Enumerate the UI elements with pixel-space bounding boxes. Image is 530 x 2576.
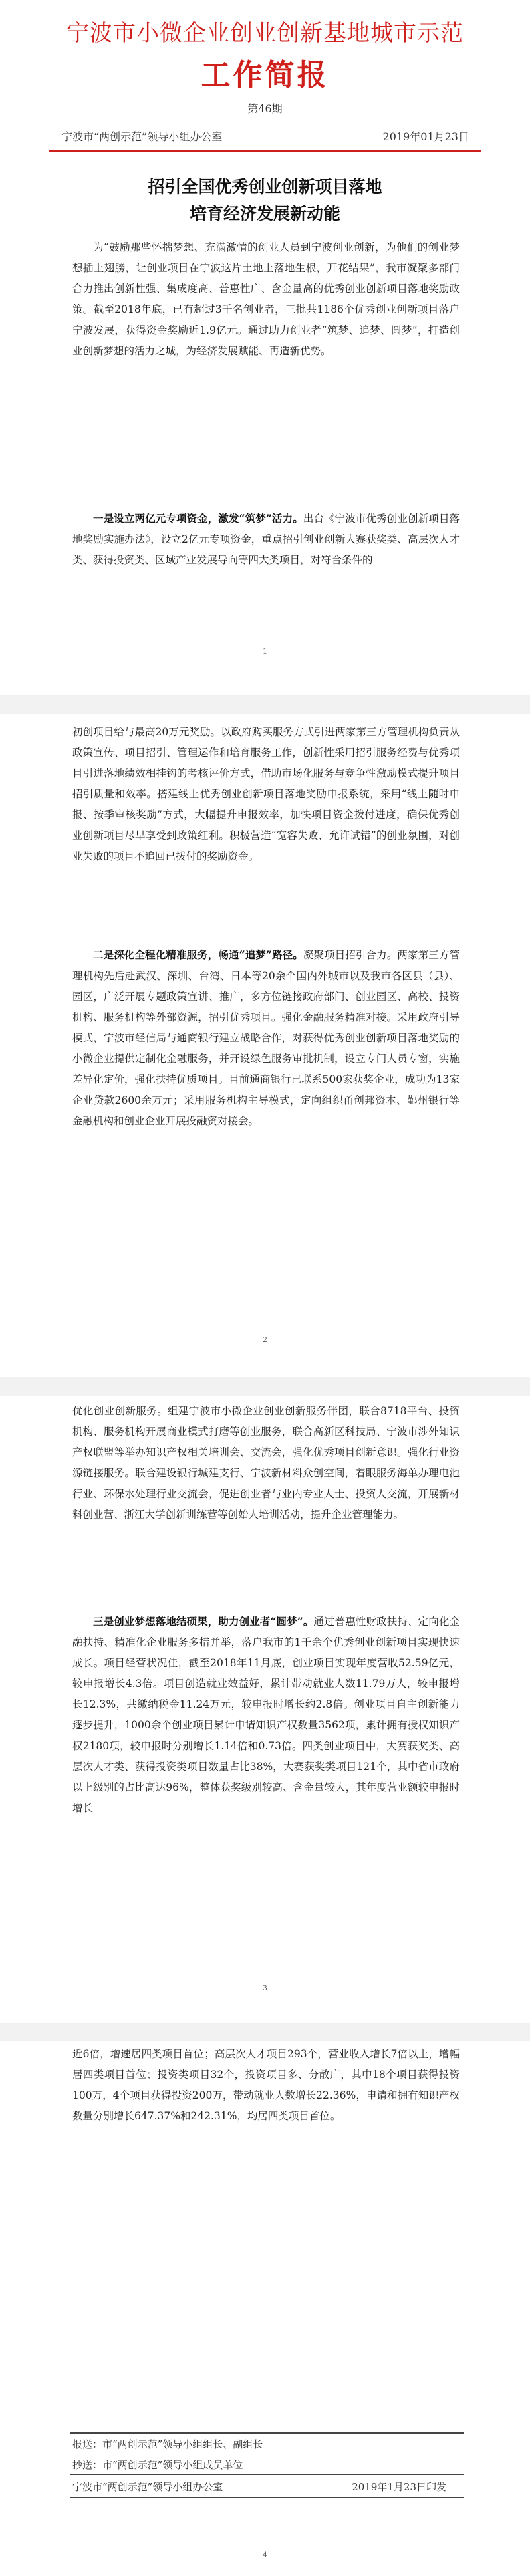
- section-1-text-part2: 初创项目给与最高20万元奖励。以政府购买服务方式引进两家第三方管理机构负责从政策宣传、项目招引、管理运作和培育服务工作，创新性采用招引服务经费与优秀项目引进落地绩效相挂钩的考核评价方式，借助市场化服务与竞争性激励模式提升项目招引质量和效率。搭建线上优秀创业创新项目落地奖励申报系统，采用“线上随时申报、按季审核奖励”方式，大幅提升申报效率，加快项目资金拨付进度，确保优秀创业创新项目尽早享受到政策红利。积极营造“宽容失败、允许试错”的创业氛围，对创业失败的项目不追回已拨付的奖励资金。: [72, 726, 460, 862]
- bulletin-masthead-line1: 宁波市小微企业创业创新基地城市示范: [66, 20, 464, 47]
- report-to: 报送：市“两创示范”领导小组组长、副组长: [72, 2438, 263, 2450]
- issue-number: 第46期: [247, 102, 283, 115]
- section-3-lead: 三是创业梦想落地结硕果，助力创业者“圆梦”。: [93, 1615, 314, 1628]
- bulletin-masthead-title: 工作简报: [201, 58, 329, 92]
- masthead-red-rule: [49, 150, 481, 152]
- footer-rule-top: [70, 2432, 464, 2434]
- page-3: [0, 1396, 530, 2023]
- copy-to: 抄送：市“两创示范”领导小组成员单位: [72, 2459, 243, 2471]
- section-1-lead: 一是设立两亿元专项资金，激发“筑梦”活力。: [93, 512, 303, 525]
- article-intro-paragraph: 为“鼓励那些怀揣梦想、充满激情的创业人员到宁波创业创新，为他们的创业梦想插上翅膀，让创业项目在宁波这片土地上落地生根，开花结果”，我市凝聚多部门合力推出创新性强、集成度高、普惠性广、含金量高的优秀创业创新项目落地奖励政策。截至2018年底，已有超过3千名创业者，三批共1186个优秀创业创新项目落户宁波发展，获得资金奖励近1.9亿元。通过助力创业者“筑梦、追梦、圆梦”，打造创业创新梦想的活力之城，为经济发展赋能、再造新优势。: [72, 241, 460, 357]
- issue-date: 2019年01月23日: [382, 130, 469, 143]
- section-2-text-part2: 优化创业创新服务。组建宁波市小微企业创业创新服务伴团，联合8718平台、投资机构、服务机构开展商业模式打磨等创业服务，联合高新区科技局、宁波市涉外知识产权联盟等举办知识产权相关培训会、交流会，强化优秀项目创新意识。强化行业资源链接服务。联合建设银行城建支行、宁波新材料众创空间，着眼服务海单办理电池行业、环保水处理行业交流会，促进创业者与业内专业人士、投资人交流，开展新材料创业营、浙江大学创新训练营等创始人培训活动，提升企业管理能力。: [72, 1405, 460, 1521]
- section-3-text-part2: 近6倍，增速居四类项目首位；高层次人才项目293个，营业收入增长7倍以上，增幅居四类项目首位；投资类项目32个，投资项目多、分散广，其中18个项目获得投资100万，4个项目获得投资200万，带动就业人数增长22.36%，申请和拥有知识产权数量分别增长647.37%和242.31%，均居四类项目首位。: [72, 2048, 460, 2122]
- section-2-text-part1: 凝聚项目招引合力。两家第三方管理机构先后赴武汉、深圳、台湾、日本等20余个国内外城市以及我市各区县（县）、园区，广泛开展专题政策宣讲、推广，多方位链接政府部门、创业园区、高校、投资机构、服务机构等外部资源，招引优秀项目。强化金融服务精准对接。采用政府引导模式，宁波市经信局与通商银行建立战略合作，对获得优秀创业创新项目落地奖励的小微企业提供定制化金融服务，并开设绿色服务审批机制，设立专门人员专窗，实施差异化定价，强化扶持优质项目。目前通商银行已联系500家获奖企业，成功为13家企业贷款2600余万元；采用服务机构主导模式，定向组织甬创邦资本、鄞州银行等金融机构和创业企业开展投融资对接会。: [72, 949, 460, 1127]
- page-1: [0, 0, 530, 695]
- page-gap: [0, 1377, 530, 1396]
- section-1-text-part1: 出台《宁波市优秀创业创新项目落地奖励实施办法》，设立2亿元专项资金，重点招引创业创新大赛获奖类、高层次人才类、获得投资类、区域产业发展导向等四大类项目，对符合条件的: [72, 513, 460, 566]
- section-2-lead: 二是深化全程化精准服务，畅通“追梦”路径。: [93, 948, 303, 961]
- article-title-line1: 招引全国优秀创业创新项目落地: [148, 177, 382, 197]
- issuer-office: 宁波市“两创示范”领导小组办公室: [61, 130, 223, 143]
- page-2: [0, 714, 530, 1377]
- section-3-text-part1: 通过普惠性财政扶持、定向化金融扶持、精准化企业服务多措并举，落户我市的1千余个优秀创业创新项目实现快速成长。项目经营状况佳，截至2018年11月底，创业项目实现年度营收52.59亿元，较申报增长4.3倍。项目创造就业效益好，累计带动就业人数11.79万人，较申报增长12.3%，共缴纳税金11.24万元，较申报时增长约2.8倍。创业项目自主创新能力逐步提升，1000余个创业项目累计申请知识产权数量3562项，累计拥有授权知识产权2180项，较申报时分别增长1.14倍和0.73倍。四类创业项目中，大赛获奖类、高层次人才类、获得投资类项目数量占比38%，大赛获奖类项目121个，其中省市政府以上级别的占比高达96%，整体获奖级别较高、含金量较大，其年度营业额较申报时增长: [72, 1616, 460, 1814]
- page-gap: [0, 695, 530, 714]
- masthead-meta: [61, 128, 469, 144]
- footer-rule-bottom: [70, 2497, 464, 2498]
- page-number: 1: [263, 647, 267, 656]
- footer-rule-middle: [70, 2474, 464, 2475]
- page-4: [0, 2041, 530, 2576]
- footer-issuer-row: [72, 2480, 460, 2494]
- section-2-paragraph: [72, 944, 460, 1132]
- page-number: 3: [263, 1984, 267, 1992]
- footer-issuer: 宁波市“两创示范”领导小组办公室: [72, 2481, 223, 2493]
- section-1-paragraph: [72, 508, 460, 571]
- page-gap: [0, 2023, 530, 2041]
- page-number: 4: [263, 2551, 267, 2559]
- print-date: 2019年1月23日印发: [352, 2481, 446, 2493]
- section-3-paragraph: [72, 1611, 460, 1819]
- article-title-line2: 培育经济发展新动能: [189, 204, 340, 223]
- page-number: 2: [263, 1335, 267, 1344]
